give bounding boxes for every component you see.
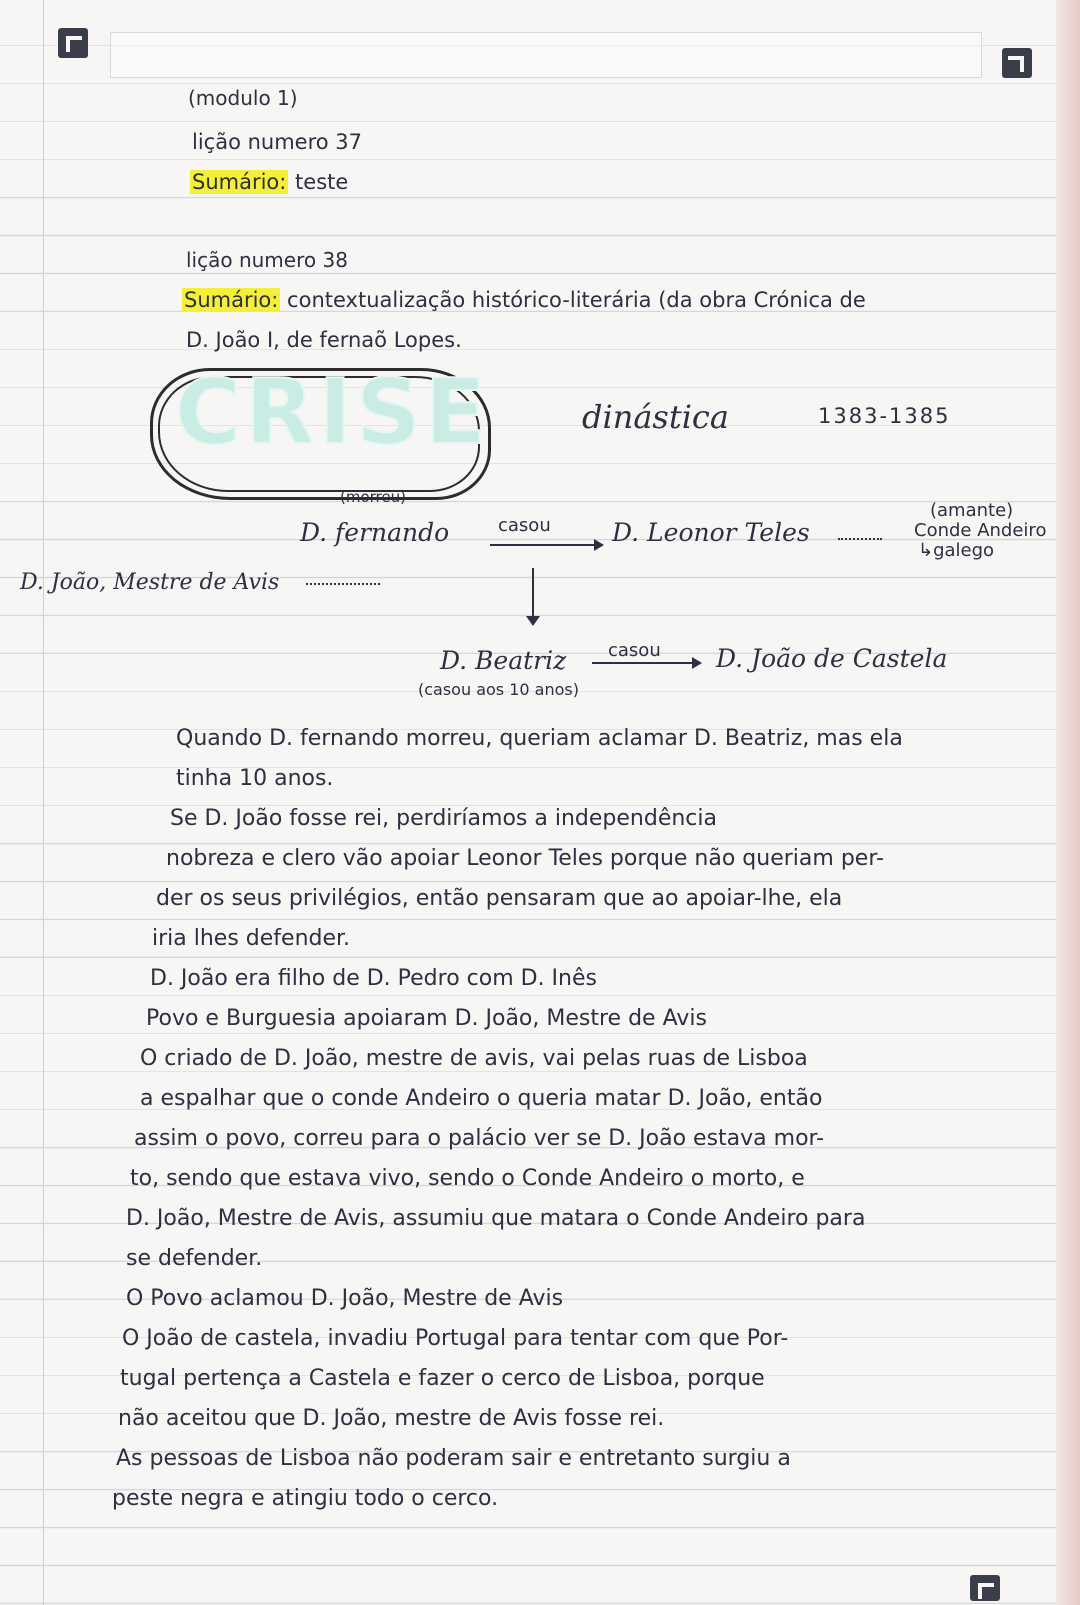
dotted-link-avis xyxy=(306,583,380,585)
sumario-37-text: teste xyxy=(295,170,349,194)
note-line: D. João era filho de D. Pedro com D. Inês xyxy=(150,966,597,991)
note-line: iria lhes defender. xyxy=(152,926,351,951)
note-line: O criado de D. João, mestre de avis, vai pelas ruas de Lisboa xyxy=(140,1046,808,1071)
sumario-label: Sumário: xyxy=(192,170,287,194)
note-line: der os seus privilégios, então pensaram que ao apoiar-lhe, ela xyxy=(156,886,843,911)
note-line: O Povo aclamou D. João, Mestre de Avis xyxy=(126,1286,564,1311)
margin-line xyxy=(43,0,44,1605)
amante-note: (amante) xyxy=(930,500,1014,521)
corner-marker-top-left-icon xyxy=(58,28,88,58)
note-line: Povo e Burguesia apoiaram D. João, Mestre de Avis xyxy=(146,1006,707,1031)
note-line: tinha 10 anos. xyxy=(176,766,334,791)
joao-castela: D. João de Castela xyxy=(716,644,948,673)
beatriz-note: (casou aos 10 anos) xyxy=(418,680,579,699)
casou-label-2: casou xyxy=(608,640,661,661)
dotted-link-conde xyxy=(838,538,882,540)
casou-arrow-2 xyxy=(592,662,700,664)
fernando: D. fernando xyxy=(300,518,450,547)
sumario-label-2: Sumário: xyxy=(184,288,279,312)
note-line: Se D. João fosse rei, perdiríamos a independência xyxy=(170,806,717,831)
dinastica-label: dinástica xyxy=(582,398,729,436)
note-line: D. João, Mestre de Avis, assumiu que matara o Conde Andeiro para xyxy=(126,1206,866,1231)
casou-arrow-1 xyxy=(490,544,602,546)
sumario-38 xyxy=(182,288,866,312)
note-line: to, sendo que estava vivo, sendo o Conde Andeiro o morto, e xyxy=(130,1166,805,1191)
modulo-label: (modulo 1) xyxy=(188,86,298,110)
note-line: assim o povo, correu para o palácio ver se D. João estava mor- xyxy=(134,1126,825,1151)
note-line: As pessoas de Lisboa não poderam sair e entretanto surgiu a xyxy=(116,1446,791,1471)
header-box xyxy=(110,32,982,78)
beatriz: D. Beatriz xyxy=(440,646,567,675)
joao-mestre-avis: D. João, Mestre de Avis xyxy=(20,570,280,595)
galego-note: ↳galego xyxy=(918,540,995,561)
sumario-38-line2: D. João I, de fernaõ Lopes. xyxy=(186,328,462,352)
note-line: a espalhar que o conde Andeiro o queria matar D. João, então xyxy=(140,1086,823,1111)
note-line: nobreza e clero vão apoiar Leonor Teles porque não queriam per- xyxy=(166,846,884,871)
morreu-note: (morreu) xyxy=(340,488,406,506)
note-line: Quando D. fernando morreu, queriam aclamar D. Beatriz, mas ela xyxy=(176,726,903,751)
sumario-38-line1: contextualização histórico-literária (da obra Crónica de xyxy=(287,288,866,312)
note-line: se defender. xyxy=(126,1246,263,1271)
child-arrow xyxy=(532,568,534,622)
casou-label-1: casou xyxy=(498,515,551,536)
conde-andeiro: Conde Andeiro xyxy=(914,520,1047,541)
note-line: O João de castela, invadiu Portugal para tentar com que Por- xyxy=(122,1326,789,1351)
corner-marker-top-right-icon xyxy=(1002,48,1032,78)
note-line: não aceitou que D. João, mestre de Avis fosse rei. xyxy=(118,1406,665,1431)
page-edge xyxy=(1056,0,1080,1605)
crise-title: CRISE xyxy=(175,360,491,465)
licao-37: lição numero 37 xyxy=(192,130,363,154)
licao-38: lição numero 38 xyxy=(186,248,348,272)
corner-marker-bottom-right-icon xyxy=(970,1575,1000,1601)
sumario-37 xyxy=(190,170,348,194)
crise-years: 1383-1385 xyxy=(818,404,951,428)
note-line: tugal pertença a Castela e fazer o cerco de Lisboa, porque xyxy=(120,1366,765,1391)
leonor-teles: D. Leonor Teles xyxy=(612,518,810,547)
note-line: peste negra e atingiu todo o cerco. xyxy=(112,1486,499,1511)
